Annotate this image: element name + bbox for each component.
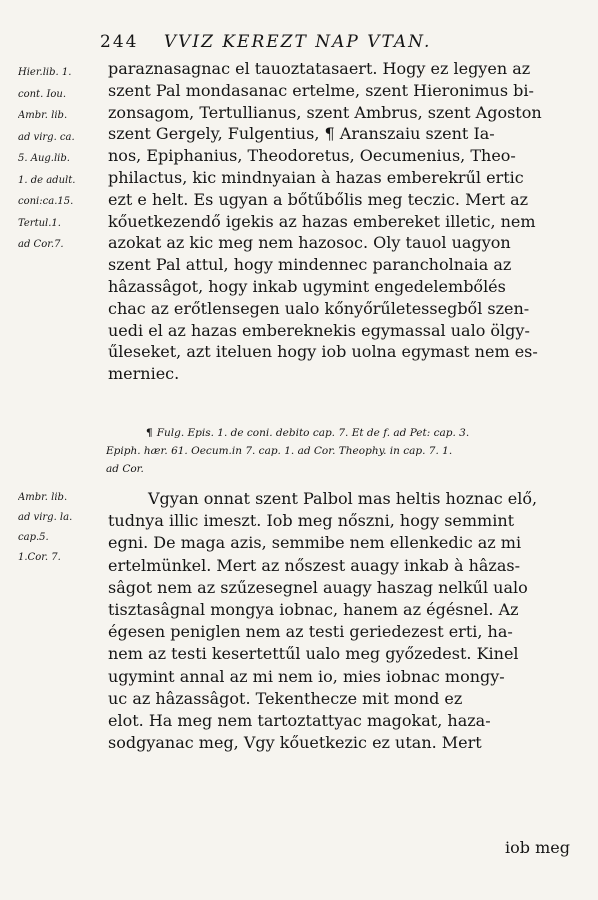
text-line: nem az testi kesertettűl ualo meg győzedest. Kinel	[108, 644, 519, 664]
text-line: szent Pal mondasanac ertelme, szent Hieronimus bi-	[108, 80, 534, 100]
text-line: szent Gergely, Fulgentius, ¶ Aranszaiu szent Ia-	[108, 124, 495, 144]
text-line: tudnya illic imeszt. Iob meg nőszni, hogy semmint	[108, 511, 515, 531]
text-line: ezt e helt. Es ugyan a bőtűbőlis meg teczic. Mert az	[108, 189, 529, 209]
body-text-top	[108, 58, 572, 385]
text-line: szent Pal attul, hogy mindennec parancholnaia az	[108, 255, 512, 275]
marginal-note: Hier.lib. 1.	[18, 67, 72, 78]
marginal-note: 1.Cor. 7.	[18, 552, 61, 563]
running-header	[100, 32, 570, 52]
text-line: sâgot nem az szűzesegnel auagy haszag nelkűl ualo	[108, 577, 528, 597]
marginal-note: ad virg. la.	[18, 512, 73, 523]
catchword: iob meg	[505, 838, 570, 857]
marginal-note: 5. Aug.lib.	[18, 153, 70, 164]
body-text-bottom	[108, 488, 572, 754]
text-line: zonsagom, Tertullianus, szent Ambrus, szent Agoston	[108, 102, 542, 122]
text-line: elot. Ha meg nem tartoztattyac magokat, haza-	[108, 711, 491, 731]
marginal-note: Ambr. lib.	[18, 492, 68, 503]
footnote-line: ad Cor.	[106, 463, 144, 475]
pilcrow-icon: ¶	[146, 427, 153, 439]
marginal-notes-bottom	[18, 488, 108, 568]
text-line: azokat az kic meg nem hazosoc. Oly tauol uagyon	[108, 233, 511, 253]
text-line: chac az erőtlensegen ualo kőnyőrűletessegből szen-	[108, 298, 530, 318]
text-line: egni. De maga azis, semmibe nem ellenkedic az mi	[108, 533, 522, 553]
text-line: uedi el az hazas embereknekis egymassal ualo ölgy-	[108, 320, 530, 340]
marginal-note: Tertul.1.	[18, 217, 61, 229]
marginal-note: Ambr. lib.	[18, 110, 68, 121]
marginal-note: ad virg. ca.	[18, 131, 75, 143]
footnotes	[106, 424, 576, 478]
text-line: sodgyanac meg, Vgy kőuetkezic ez utan. Mert	[108, 733, 482, 753]
text-line: égesen peniglen nem az testi geriedezest erti, ha-	[108, 622, 513, 642]
text-line: űleseket, azt iteluen hogy iob uolna egymast nem es-	[108, 342, 538, 362]
footnote-line: ¶ Fulg. Epis. 1. de coni. debito cap. 7. Et de f. ad Pet: cap. 3.	[146, 427, 470, 439]
text-line: hâzassâgot, hogy inkab ugymint engedelembőlés	[108, 276, 506, 296]
marginal-note: cont. Iou.	[18, 88, 67, 100]
text-line: paraznasagnac el tauoztatasaert. Hogy ez legyen az	[108, 59, 531, 78]
marginal-note: 1. de adult.	[18, 174, 76, 186]
running-title: VVIZ KEREZT NAP VTAN.	[163, 32, 432, 52]
page-number: 244	[100, 32, 139, 52]
footnote-line: Epiph. hær. 61. Oecum.in 7. cap. 1. ad Cor. Theophy. in cap. 7. 1.	[106, 445, 453, 457]
text-line: tisztasâgnal mongya iobnac, hanem az égésnel. Az	[108, 600, 519, 620]
marginal-note: coni:ca.15.	[18, 196, 74, 207]
marginal-note: cap.5.	[18, 532, 49, 543]
text-line: Vgyan onnat szent Palbol mas heltis hoznac elő,	[148, 489, 538, 508]
text-line: kőuetkezendő igekis az hazas embereket illetic, nem	[108, 211, 536, 231]
marginal-note: ad Cor.7.	[18, 239, 64, 250]
text-line: philactus, kic mindnyaian à hazas emberekrűl ertic	[108, 167, 524, 187]
text-line: uc az hâzassâgot. Tekenthecze mit mond ez	[108, 688, 463, 708]
text-line: ertelmünkel. Mert az nőszest auagy inkab à hâzas-	[108, 555, 520, 575]
text-line: nos, Epiphanius, Theodoretus, Oecumenius, Theo-	[108, 146, 516, 166]
text-line: ugymint annal az mi nem io, mies iobnac mongy-	[108, 666, 505, 686]
marginal-notes-top	[18, 62, 108, 256]
text-line: merniec.	[108, 364, 180, 384]
